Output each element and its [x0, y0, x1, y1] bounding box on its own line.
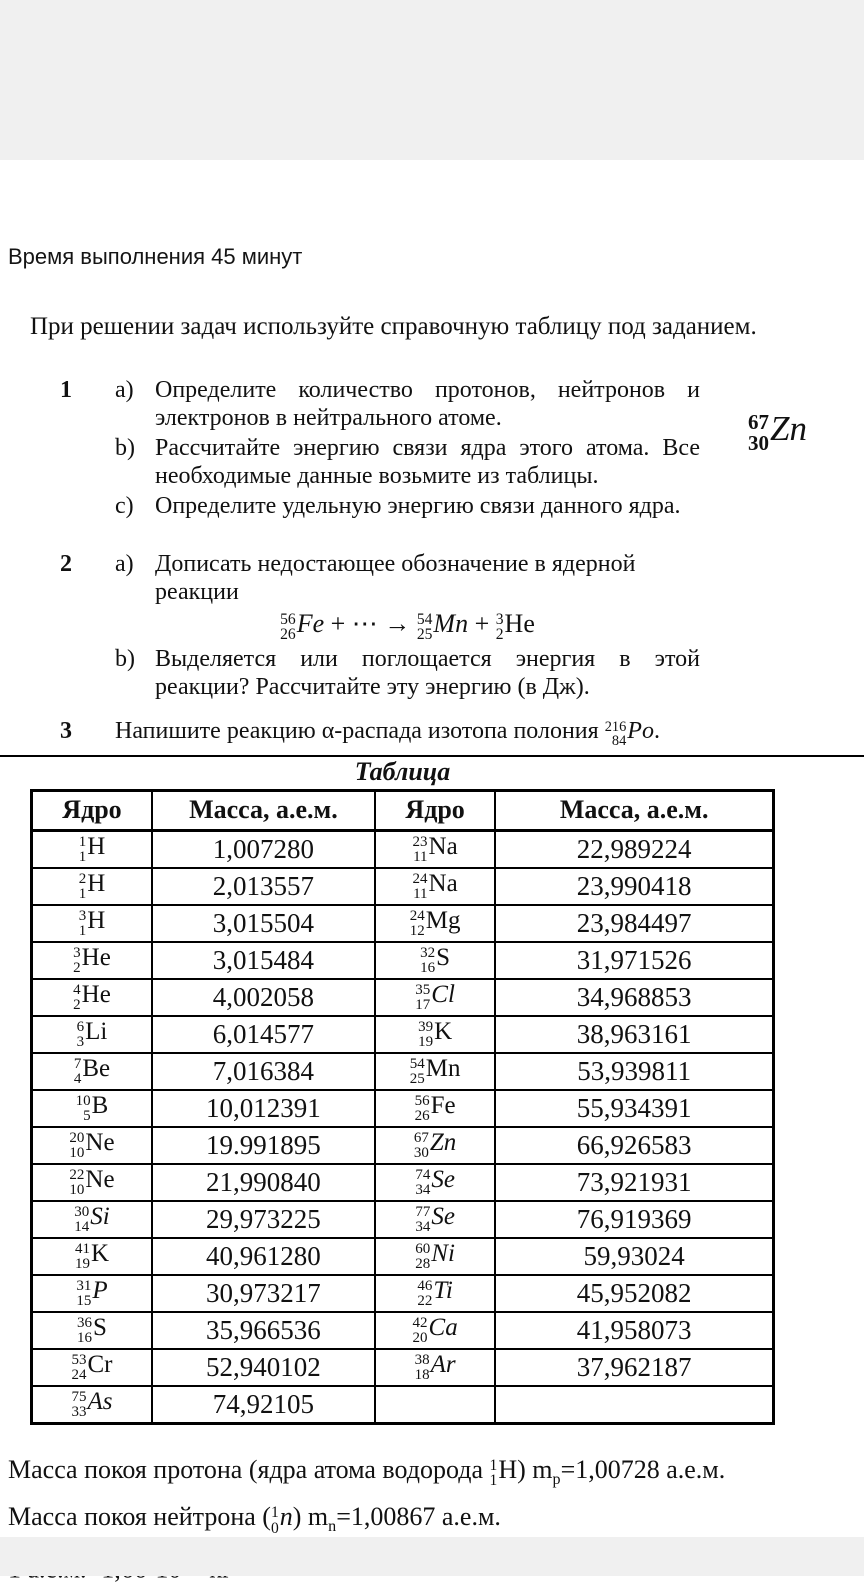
nuclide-H: 3 1 H: [78, 907, 106, 940]
item-b-text: Рассчитайте энергию связи ядра этого атома. Все необходимые данные возьмите из таблицы.: [155, 435, 700, 489]
task-1-item-b: [115, 434, 700, 490]
task-3-text: [115, 717, 815, 749]
nuclide-cell: [375, 905, 495, 942]
mass-cell: 7,016384: [152, 1053, 375, 1090]
nuclide-cell: [32, 942, 152, 979]
nuclide-Na: 24 11 Na: [412, 870, 458, 903]
mass-cell: 76,919369: [495, 1201, 773, 1238]
nuclide-He: 4 2 He: [73, 981, 111, 1014]
nuclide-prescript: 75 33: [71, 1389, 87, 1421]
nuclide-n: 1 0 n: [270, 1502, 293, 1537]
item-a-text: Определите количество протонов, нейтронов и электронов в нейтрального атоме.: [155, 377, 700, 431]
task-1-item-c: [115, 492, 700, 520]
text-run: +: [468, 609, 496, 638]
text-run: .: [653, 718, 660, 745]
mass-cell: 53,939811: [495, 1053, 773, 1090]
text-run: Масса покоя протона (ядра атома водорода: [8, 1454, 490, 1484]
nuclide-Mn: 54 25 Mn: [409, 1055, 461, 1088]
nuclear-reaction: [115, 608, 700, 643]
nuclide-Ne: 20 10 Ne: [69, 1129, 115, 1162]
item-a-label: a): [115, 551, 134, 577]
mass-cell: 23,990418: [495, 868, 773, 905]
nuclide-prescript: 77 34: [415, 1204, 431, 1236]
nuclide-prescript: 35 17: [415, 982, 431, 1014]
background-band-top: [0, 0, 864, 160]
table-row: [32, 942, 774, 979]
task-2-number: 2: [60, 551, 72, 577]
mass-table: [30, 789, 775, 1425]
nuclide-cell: [375, 1053, 495, 1090]
mass-cell: 10,012391: [152, 1090, 375, 1127]
zn-nuclide: [748, 409, 807, 456]
nuclide-Cl: 35 17 Cl: [415, 981, 455, 1014]
table-row: [32, 1349, 774, 1386]
mass-cell: 2,013557: [152, 868, 375, 905]
mass-cell: 4,002058: [152, 979, 375, 1016]
nuclide-He: 3 2 He: [73, 944, 111, 977]
nuclide-Be: 7 4 Be: [73, 1055, 111, 1088]
nuclide-cell: [375, 1349, 495, 1386]
nuclide-cell: [375, 979, 495, 1016]
mass-cell: 30,973217: [152, 1275, 375, 1312]
table-row: [32, 1275, 774, 1312]
nuclide-prescript: 3 1: [78, 908, 87, 940]
nuclide-prescript: 6 3: [76, 1019, 85, 1051]
mass-cell: 21,990840: [152, 1164, 375, 1201]
nuclide-cell: [32, 1201, 152, 1238]
table-row: [32, 905, 774, 942]
text-run: =1,00867 а.е.м.: [336, 1502, 501, 1532]
mass-cell: 55,934391: [495, 1090, 773, 1127]
nuclide-H: 1 1 H: [78, 833, 106, 866]
nuclide-Ca: 42 20 Ca: [412, 1314, 458, 1347]
nuclide-cell: [375, 830, 495, 868]
nuclide-Ar: 38 18 Ar: [414, 1351, 456, 1384]
nuclide-prescript: 36 16: [77, 1315, 93, 1347]
nuclide-cell: [32, 868, 152, 905]
nuclide-Ti: 46 22 Ti: [417, 1277, 453, 1310]
text-run: =1,00728 а.е.м.: [560, 1454, 726, 1484]
nuclide-cell: [375, 1164, 495, 1201]
mass-cell: 66,926583: [495, 1127, 773, 1164]
nuclide-Na: 23 11 Na: [412, 833, 458, 866]
col-header-nucleus-2: Ядро: [375, 790, 495, 830]
nuclide-Si: 30 14 Si: [74, 1203, 110, 1236]
nuclide-prescript: 1 0: [270, 1503, 279, 1537]
nuclide-Mg: 24 12 Mg: [409, 907, 461, 940]
task-2: [60, 550, 864, 703]
nuclide-prescript: 1 1: [78, 834, 87, 866]
nuclide-P: 31 15 P: [76, 1277, 108, 1310]
col-header-nucleus-1: Ядро: [32, 790, 152, 830]
task-1: [60, 376, 864, 522]
nuclide-cell: [32, 830, 152, 868]
nuclide-prescript: 67 30: [748, 410, 769, 456]
col-header-mass-1: Масса, а.е.м.: [152, 790, 375, 830]
nuclide-Zn: 67 30 Zn: [748, 409, 807, 456]
task-2-item-b: [115, 645, 700, 701]
nuclide-prescript: 7 4: [73, 1056, 82, 1088]
document-page: [0, 244, 864, 1588]
nuclide-prescript: 38 18: [414, 1352, 430, 1384]
item-b-label: b): [115, 646, 135, 673]
intro-text: При решении задач используйте справочную таблицу под заданием.: [30, 313, 757, 340]
nuclide-prescript: 216 84: [604, 718, 627, 750]
nuclide-S: 36 16 S: [77, 1314, 107, 1347]
nuclide-cell: [375, 1238, 495, 1275]
mass-cell: 37,962187: [495, 1349, 773, 1386]
table-row: [32, 1386, 774, 1424]
nuclide-Se: 74 34 Se: [415, 1166, 455, 1199]
nuclide-prescript: 46 22: [417, 1278, 433, 1310]
nuclide-Ni: 60 28 Ni: [415, 1240, 455, 1273]
nuclide-prescript: 41 19: [74, 1241, 90, 1273]
nuclide-As: 75 33 As: [71, 1388, 113, 1421]
nuclide-H: 2 1 H: [78, 870, 106, 903]
nuclide-cell: [32, 1090, 152, 1127]
nuclide-cell: [32, 1238, 152, 1275]
item-c-text: Определите удельную энергию связи данного ядра.: [155, 493, 681, 519]
task-1-item-a: [115, 376, 700, 432]
background-band-bottom: [0, 1537, 864, 1576]
nuclide-He: 3 2 He: [495, 609, 535, 644]
nuclide-prescript: 23 11: [412, 834, 428, 866]
nuclide-prescript: 22 10: [69, 1167, 85, 1199]
nuclide-cell: [32, 1275, 152, 1312]
mass-cell: 59,93024: [495, 1238, 773, 1275]
col-header-mass-2: Масса, а.е.м.: [495, 790, 773, 830]
mass-cell: 74,92105: [152, 1386, 375, 1424]
item-b-label: b): [115, 435, 135, 461]
nuclide-prescript: 42 20: [412, 1315, 428, 1347]
table-row: [32, 1164, 774, 1201]
nuclide-prescript: 4 2: [73, 982, 81, 1014]
nuclide-Li: 6 3 Li: [76, 1018, 108, 1051]
table-row: [32, 830, 774, 868]
mass-cell: 45,952082: [495, 1275, 773, 1312]
mass-cell: 22,989224: [495, 830, 773, 868]
nuclide-cell: [32, 1016, 152, 1053]
table-row: [32, 979, 774, 1016]
task-2-items: [115, 550, 700, 703]
nuclide-prescript: 1 1: [489, 1456, 498, 1490]
nuclide-S: 32 16 S: [420, 944, 451, 977]
task-2-item-a: [115, 550, 700, 606]
mass-cell: 73,921931: [495, 1164, 773, 1201]
nuclide-prescript: 3 2: [73, 945, 81, 977]
table-row: [32, 1127, 774, 1164]
nuclide-prescript: 31 15: [76, 1278, 92, 1310]
mass-cell: 41,958073: [495, 1312, 773, 1349]
nuclide-prescript: 54 25: [409, 1056, 425, 1088]
mass-cell: 23,984497: [495, 905, 773, 942]
text-run: Масса покоя нейтрона (: [8, 1502, 271, 1532]
nuclide-B: 10 5 B: [75, 1092, 109, 1125]
item-a-label: a): [115, 377, 134, 403]
nuclide-prescript: 20 10: [69, 1130, 85, 1162]
nuclide-cell: [32, 905, 152, 942]
mass-cell: 29,973225: [152, 1201, 375, 1238]
nuclide-Zn: 67 30 Zn: [413, 1129, 457, 1162]
task-3: [60, 717, 864, 749]
table-row: [32, 1238, 774, 1275]
text-run: ) m: [292, 1502, 329, 1532]
mass-cell: 1,007280: [152, 830, 375, 868]
nuclide-cell: [375, 1016, 495, 1053]
nuclide-cell: [32, 1312, 152, 1349]
item-a-text: Дописать недостающее обозначение в ядерной реакции: [155, 551, 636, 605]
task-1-number: 1: [60, 377, 72, 403]
nuclide-prescript: 10 5: [75, 1093, 91, 1125]
nuclide-cell: [375, 942, 495, 979]
nuclide-Fe: 56 26 Fe: [414, 1092, 456, 1125]
mass-cell: 19.991895: [152, 1127, 375, 1164]
mass-cell: [495, 1386, 773, 1424]
table-row: [32, 1016, 774, 1053]
nuclide-Fe: 56 26 Fe: [280, 609, 325, 644]
mass-cell: 6,014577: [152, 1016, 375, 1053]
nuclide-prescript: 30 14: [74, 1204, 90, 1236]
mass-cell: 3,015484: [152, 942, 375, 979]
nuclide-cell: [375, 1090, 495, 1127]
nuclide-K: 39 19 K: [418, 1018, 453, 1051]
nuclide-prescript: 2 1: [78, 871, 87, 903]
nuclide-cell: [32, 1349, 152, 1386]
text-run: ) m: [517, 1454, 553, 1484]
time-note: Время выполнения 45 минут: [8, 244, 303, 269]
nuclide-Mn: 54 25 Mn: [416, 609, 469, 644]
nuclide-prescript: 32 16: [420, 945, 436, 977]
nuclide-prescript: 56 26: [414, 1093, 430, 1125]
nuclide-prescript: 24 12: [409, 908, 425, 940]
nuclide-cell: [375, 1386, 495, 1424]
text-run: + ⋯ →: [324, 609, 417, 638]
mass-cell: 40,961280: [152, 1238, 375, 1275]
nuclide-K: 41 19 K: [74, 1240, 110, 1273]
nuclide-cell: [375, 1312, 495, 1349]
item-c-label: c): [115, 493, 134, 519]
mass-cell: 52,940102: [152, 1349, 375, 1386]
nuclide-cell: [375, 868, 495, 905]
table-row: [32, 1053, 774, 1090]
nuclide-Po: 216 84 Po: [604, 718, 654, 750]
nuclide-prescript: 67 30: [413, 1130, 429, 1162]
nuclide-prescript: 39 19: [418, 1019, 434, 1051]
mass-cell: 35,966536: [152, 1312, 375, 1349]
table-row: [32, 1312, 774, 1349]
table-row: [32, 868, 774, 905]
nuclide-cell: [32, 1386, 152, 1424]
nuclide-prescript: 3 2: [495, 610, 504, 644]
nuclide-cell: [32, 1053, 152, 1090]
mass-cell: 34,968853: [495, 979, 773, 1016]
subscript: p: [552, 1471, 561, 1489]
text-run: Напишите реакцию α-распада изотопа полония: [115, 718, 605, 745]
nuclide-Ne: 22 10 Ne: [69, 1166, 115, 1199]
mass-cell: 3,015504: [152, 905, 375, 942]
mass-cell: 38,963161: [495, 1016, 773, 1053]
nuclide-cell: [375, 1201, 495, 1238]
task-1-items: [115, 376, 700, 522]
nuclide-cell: [32, 1127, 152, 1164]
mass-table-body: [32, 830, 774, 1423]
nuclide-cell: [375, 1127, 495, 1164]
table-header-row: [32, 790, 774, 830]
table-row: [32, 1201, 774, 1238]
proton-mass-note: [8, 1451, 856, 1498]
nuclide-prescript: 60 28: [415, 1241, 431, 1273]
nuclide-H: 1 1 H: [489, 1454, 518, 1490]
nuclide-cell: [32, 1164, 152, 1201]
table-title: Таблица: [354, 756, 451, 786]
nuclide-prescript: 56 26: [280, 610, 296, 644]
nuclide-cell: [375, 1275, 495, 1312]
subscript: n: [328, 1518, 337, 1536]
task-3-number: 3: [60, 718, 72, 745]
nuclide-prescript: 24 11: [412, 871, 428, 903]
nuclide-cell: [32, 979, 152, 1016]
nuclide-prescript: 53 24: [71, 1352, 87, 1384]
mass-cell: 31,971526: [495, 942, 773, 979]
nuclide-Cr: 53 24 Cr: [71, 1351, 113, 1384]
item-b-text: Выделяется или поглощается энергия в этой реакции? Рассчитайте эту энергию (в Дж).: [155, 646, 700, 701]
nuclide-Se: 77 34 Se: [415, 1203, 455, 1236]
nuclide-prescript: 74 34: [415, 1167, 431, 1199]
table-row: [32, 1090, 774, 1127]
nuclide-prescript: 54 25: [416, 610, 433, 644]
